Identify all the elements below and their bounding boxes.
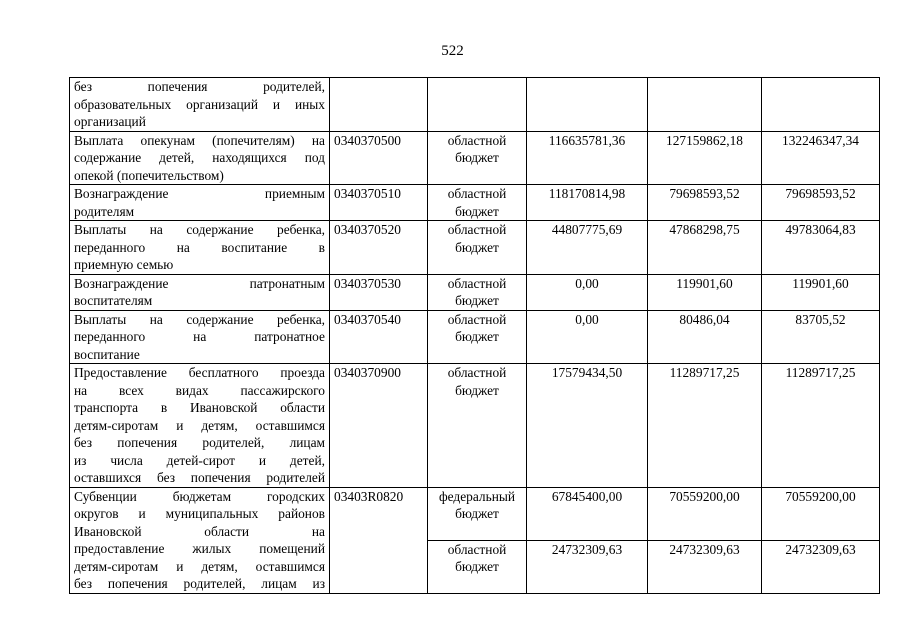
budget-table bbox=[69, 77, 880, 594]
budget-code-cell: 0340370530 bbox=[330, 274, 428, 310]
description-line: приемную семью bbox=[74, 257, 174, 272]
amount-year3-cell: 132246347,34 bbox=[762, 131, 880, 185]
table-row bbox=[70, 274, 880, 310]
description-line: переданного на патронатное bbox=[74, 329, 325, 344]
description-line: Вознаграждение приемным bbox=[74, 186, 325, 201]
description-line: оставшихся без попечения родителей bbox=[74, 470, 325, 485]
description-line: родителям bbox=[74, 203, 135, 219]
table-row bbox=[70, 131, 880, 185]
description-line: переданного на воспитание в bbox=[74, 239, 325, 255]
amount-year2-cell: 79698593,52 bbox=[648, 185, 762, 221]
amount-year2-cell: 47868298,75 bbox=[648, 221, 762, 275]
description-line: организаций bbox=[74, 114, 146, 129]
table-row bbox=[70, 185, 880, 221]
amount-year1-cell: 118170814,98 bbox=[527, 185, 648, 221]
description-line: предоставление жилых помещений bbox=[74, 541, 325, 556]
amount-year3-cell: 119901,60 bbox=[762, 274, 880, 310]
amount-year1-cell: 0,00 bbox=[527, 274, 648, 310]
amount-year3-cell bbox=[762, 78, 880, 132]
amount-year1-cell: 17579434,50 bbox=[527, 364, 648, 488]
amount-year3-cell: 79698593,52 bbox=[762, 185, 880, 221]
description-cell bbox=[70, 274, 330, 310]
description-line: из числа детей-сирот и детей, bbox=[74, 452, 325, 468]
description-line: детям-сиротам и детям, оставшимся bbox=[74, 417, 325, 433]
description-line: опекой (попечительством) bbox=[74, 167, 224, 183]
amount-year3-cell: 49783064,83 bbox=[762, 221, 880, 275]
funding-source-cell bbox=[428, 78, 527, 132]
description-cell bbox=[70, 310, 330, 364]
table-row bbox=[70, 310, 880, 364]
amount-year2-cell: 24732309,63 bbox=[648, 540, 762, 593]
description-line: воспитателям bbox=[74, 293, 153, 308]
funding-source-cell: областной бюджет bbox=[428, 185, 527, 221]
table-row bbox=[70, 221, 880, 275]
description-line: на всех видах пассажирского bbox=[74, 382, 325, 398]
funding-source-cell: областной бюджет bbox=[428, 364, 527, 488]
funding-source-cell: областной бюджет bbox=[428, 274, 527, 310]
funding-source-cell: областной бюджет bbox=[428, 221, 527, 275]
amount-year3-cell: 24732309,63 bbox=[762, 540, 880, 593]
description-line: округов и муниципальных районов bbox=[74, 506, 325, 521]
description-line: Выплаты на содержание ребенка, bbox=[74, 311, 325, 327]
description-line: без попечения родителей, bbox=[74, 79, 325, 94]
description-line: Выплаты на содержание ребенка, bbox=[74, 222, 325, 237]
amount-year1-cell bbox=[527, 78, 648, 132]
description-line: Выплата опекунам (попечителям) на bbox=[74, 132, 325, 148]
amount-year2-cell: 119901,60 bbox=[648, 274, 762, 310]
description-line: содержание детей, находящихся под bbox=[74, 150, 325, 165]
funding-source-cell: областной бюджет bbox=[428, 131, 527, 185]
description-line: воспитание bbox=[74, 346, 140, 362]
description-cell bbox=[70, 221, 330, 275]
description-cell bbox=[70, 364, 330, 488]
funding-source-cell: областной бюджет bbox=[428, 540, 527, 593]
amount-year1-cell: 0,00 bbox=[527, 310, 648, 364]
table-row bbox=[70, 78, 880, 132]
description-cell bbox=[70, 131, 330, 185]
amount-year2-cell: 80486,04 bbox=[648, 310, 762, 364]
table-row bbox=[70, 364, 880, 488]
budget-code-cell: 0340370900 bbox=[330, 364, 428, 488]
description-line: Ивановской области на bbox=[74, 523, 325, 539]
description-line: Субвенции бюджетам городских bbox=[74, 488, 325, 504]
budget-code-cell: 03403R0820 bbox=[330, 487, 428, 593]
table-row bbox=[70, 487, 880, 540]
budget-code-cell bbox=[330, 78, 428, 132]
budget-code-cell: 0340370510 bbox=[330, 185, 428, 221]
description-line: Предоставление бесплатного проезда bbox=[74, 365, 325, 380]
amount-year3-cell: 70559200,00 bbox=[762, 487, 880, 540]
description-line: без попечения родителей, лицам bbox=[74, 435, 325, 450]
description-cell bbox=[70, 185, 330, 221]
amount-year3-cell: 11289717,25 bbox=[762, 364, 880, 488]
description-line: образовательных организаций и иных bbox=[74, 96, 325, 112]
amount-year3-cell: 83705,52 bbox=[762, 310, 880, 364]
description-line: Вознаграждение патронатным bbox=[74, 275, 325, 291]
budget-code-cell: 0340370540 bbox=[330, 310, 428, 364]
amount-year1-cell: 116635781,36 bbox=[527, 131, 648, 185]
amount-year1-cell: 67845400,00 bbox=[527, 487, 648, 540]
amount-year2-cell: 70559200,00 bbox=[648, 487, 762, 540]
budget-code-cell: 0340370520 bbox=[330, 221, 428, 275]
amount-year1-cell: 24732309,63 bbox=[527, 540, 648, 593]
budget-table-body bbox=[70, 78, 880, 594]
description-cell bbox=[70, 487, 330, 593]
funding-source-cell: областной бюджет bbox=[428, 310, 527, 364]
description-cell bbox=[70, 78, 330, 132]
amount-year2-cell: 11289717,25 bbox=[648, 364, 762, 488]
amount-year1-cell: 44807775,69 bbox=[527, 221, 648, 275]
description-line: без попечения родителей, лицам из bbox=[74, 576, 325, 591]
description-line: детям-сиротам и детям, оставшимся bbox=[74, 558, 325, 574]
amount-year2-cell: 127159862,18 bbox=[648, 131, 762, 185]
page-number: 522 bbox=[441, 43, 464, 59]
funding-source-cell: федеральный бюджет bbox=[428, 487, 527, 540]
description-line: транспорта в Ивановской области bbox=[74, 400, 325, 415]
budget-code-cell: 0340370500 bbox=[330, 131, 428, 185]
amount-year2-cell bbox=[648, 78, 762, 132]
